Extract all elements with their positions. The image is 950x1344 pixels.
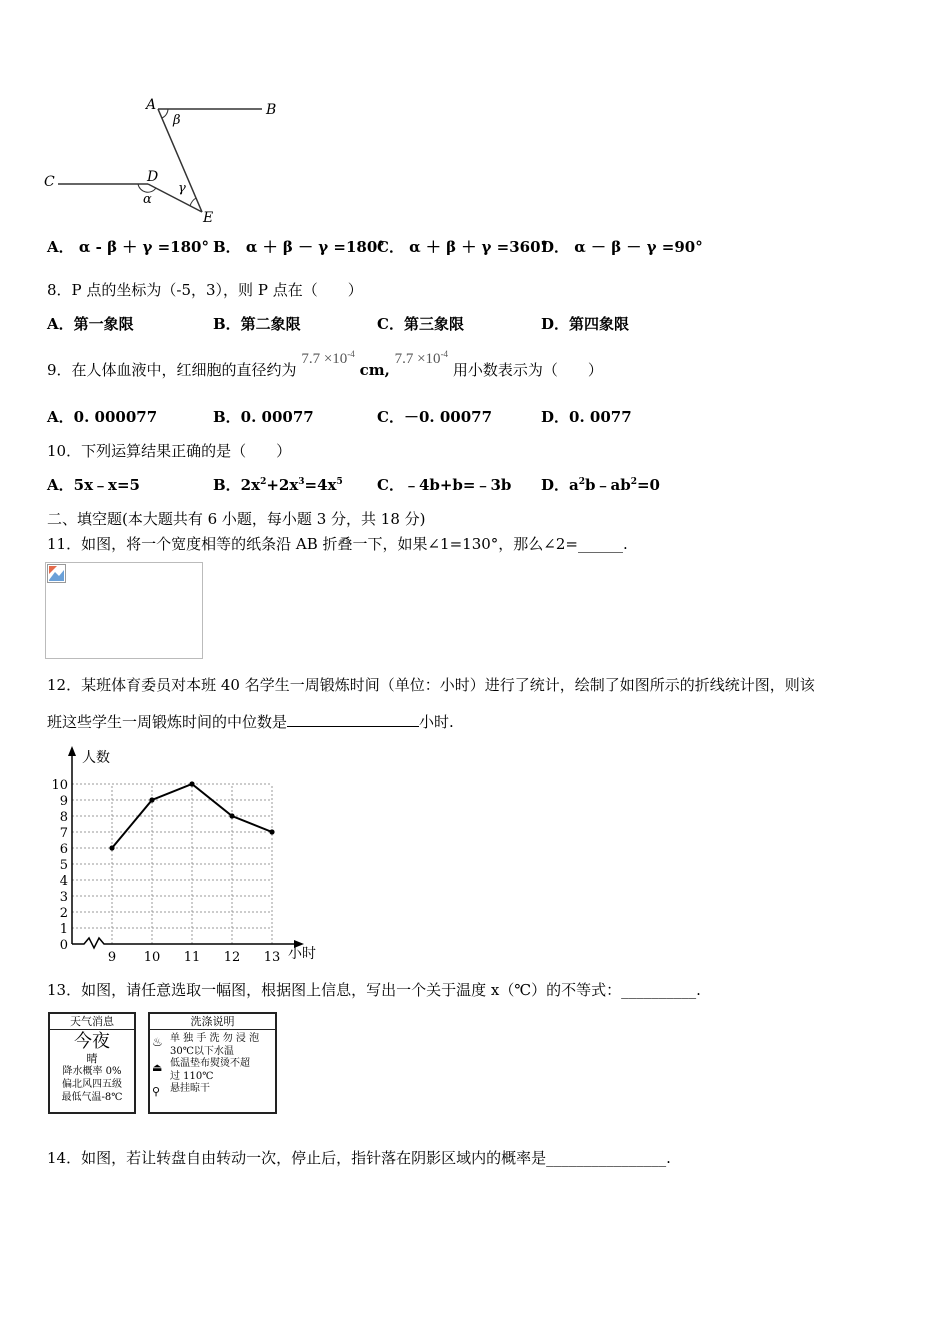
weather-low-temp: 最低气温-8℃ (61, 1092, 123, 1103)
q11-stem: 11．如图，将一个宽度相等的纸条沿 AB 折叠一下，如果∠1=130°，那么∠2=______. (47, 535, 628, 553)
x-tick-label: 10 (143, 950, 161, 965)
label-alpha: α (143, 192, 152, 207)
q8-option-c[interactable]: C．第三象限 (377, 315, 464, 333)
y-tick-label: 2 (59, 906, 68, 921)
y-tick-label: 4 (59, 874, 68, 889)
y-tick-label: 0 (59, 938, 68, 953)
chart-y-ticks (51, 778, 68, 953)
iron-icon: ⏏ (152, 1061, 163, 1074)
q13-stem: 13．如图，请任意选取一幅图，根据图上信息，写出一个关于温度 x（℃）的不等式：__________. (47, 981, 701, 999)
data-point (269, 829, 274, 834)
wash-line-3: 低温垫布熨烫不超 (170, 1058, 250, 1069)
q7-option-d[interactable]: D． α － β － γ =90° (541, 238, 703, 256)
label-e: E (203, 210, 214, 226)
q12-answer-blank[interactable] (287, 712, 419, 727)
angle-beta-arc (162, 109, 168, 118)
geometry-figure-q7 (40, 92, 300, 227)
q10-option-a[interactable]: A．5x﹣x=5 (47, 476, 140, 494)
wash-line-5: 悬挂晾干 (170, 1083, 210, 1094)
q9-stem-end: 用小数表示为（ ） (452, 361, 603, 379)
q10-option-b[interactable]: B．$2x^2+2x^3=4x^5$ (213, 476, 343, 494)
q9-option-c[interactable]: C．－0. 00077 (377, 408, 493, 426)
q7-option-c[interactable]: C． α ＋ β ＋ γ =360° (377, 238, 549, 256)
q8-option-a[interactable]: A．第一象限 (47, 315, 134, 333)
q10-option-d[interactable]: D．$a^2b﹣ab^2=0$ (541, 476, 660, 494)
label-c: C (44, 174, 55, 190)
q7-option-b[interactable]: B． α ＋ β － γ =180° (213, 238, 385, 256)
q9-option-b[interactable]: B．0. 00077 (213, 408, 314, 426)
hand-wash-icon: ♨ (152, 1035, 163, 1049)
q8-option-b[interactable]: B．第二象限 (213, 315, 301, 333)
chart-x-ticks (108, 950, 280, 965)
q12-stem-line-1: 12．某班体育委员对本班 40 名学生一周锻炼时间（单位：小时）进行了统计，绘制了如图所示的折线统计图，则该 (47, 676, 815, 694)
washing-instructions-card (148, 1012, 277, 1114)
x-tick-label: 11 (183, 950, 201, 965)
wash-card-title: 洗涤说明 (150, 1014, 275, 1030)
q11-image-placeholder (45, 562, 203, 659)
y-tick-label: 10 (51, 778, 68, 793)
q8-stem: 8．P 点的坐标为（-5，3），则 P 点在（ ） (47, 281, 363, 299)
y-tick-label: 5 (59, 858, 68, 873)
data-point (149, 797, 154, 802)
label-gamma: γ (178, 181, 186, 196)
weather-wind: 偏北风四五级 (62, 1079, 122, 1090)
chart-x-label: 小时 (288, 946, 316, 962)
y-tick-label: 6 (59, 842, 68, 857)
x-tick-label: 9 (107, 950, 117, 965)
y-tick-label: 8 (59, 810, 68, 825)
q9-sci-value-2: $7.7 \times 10^{-4}$ (394, 349, 449, 367)
angle-alpha-arc (138, 184, 156, 192)
x-tick-label: 12 (223, 950, 241, 965)
q9-stem (47, 349, 603, 380)
q9-unit: cm, (359, 361, 390, 379)
q9-stem-start: 9．在人体血液中，红细胞的直径约为 (47, 361, 297, 379)
y-tick-label: 3 (59, 890, 68, 905)
weather-card (48, 1012, 136, 1114)
q8-option-d[interactable]: D．第四象限 (541, 315, 630, 333)
weather-rain: 降水概率 0% (62, 1066, 122, 1077)
wash-line-2: 30℃以下水温 (170, 1045, 234, 1057)
q7-option-a[interactable]: A． α - β ＋ γ =180° (47, 238, 209, 256)
data-point (229, 813, 234, 818)
angle-gamma-arc (190, 198, 196, 206)
y-tick-label: 1 (59, 922, 68, 937)
chart-grid (72, 784, 272, 944)
line-chart-q12 (40, 744, 330, 969)
chart-axes (68, 746, 304, 948)
q10-option-c[interactable]: C．﹣4b+b=﹣3b (377, 476, 512, 494)
label-b: B (266, 102, 277, 118)
label-d: D (147, 169, 159, 185)
broken-image-icon (47, 564, 67, 584)
chart-y-label: 人数 (82, 750, 110, 766)
q9-sci-value-1: $7.7 \times 10^{-4}$ (301, 349, 355, 367)
x-tick-label: 13 (263, 950, 281, 965)
y-tick-label: 9 (59, 794, 68, 809)
label-beta: β (173, 113, 181, 128)
weather-card-title: 天气消息 (50, 1014, 134, 1030)
y-tick-label: 7 (59, 826, 68, 841)
weather-sunny: 晴 (86, 1052, 98, 1065)
section-title-fill-in: 二、填空题(本大题共有 6 小题，每小题 3 分，共 18 分) (47, 510, 426, 528)
q9-option-a[interactable]: A．0. 000077 (47, 408, 158, 426)
x-axis (72, 938, 298, 948)
weather-tonight: 今夜 (74, 1031, 110, 1052)
hang-dry-icon: ⚲ (152, 1085, 161, 1098)
q9-option-d[interactable]: D．0. 0077 (541, 408, 632, 426)
q10-stem: 10．下列运算结果正确的是（ ） (47, 442, 292, 460)
label-a: A (146, 97, 157, 113)
wash-line-1: 单 独 手 洗 勿 浸 泡 (170, 1033, 260, 1044)
q14-stem: 14．如图，若让转盘自由转动一次，停止后，指针落在阴影区域内的概率是________________. (47, 1149, 671, 1167)
data-point (189, 781, 194, 786)
wash-line-4: 过 110℃ (170, 1070, 214, 1082)
data-point (109, 845, 114, 850)
y-axis-arrow (68, 746, 76, 756)
q12-stem-line-2: 班这些学生一周锻炼时间的中位数是 小时. (47, 713, 454, 731)
